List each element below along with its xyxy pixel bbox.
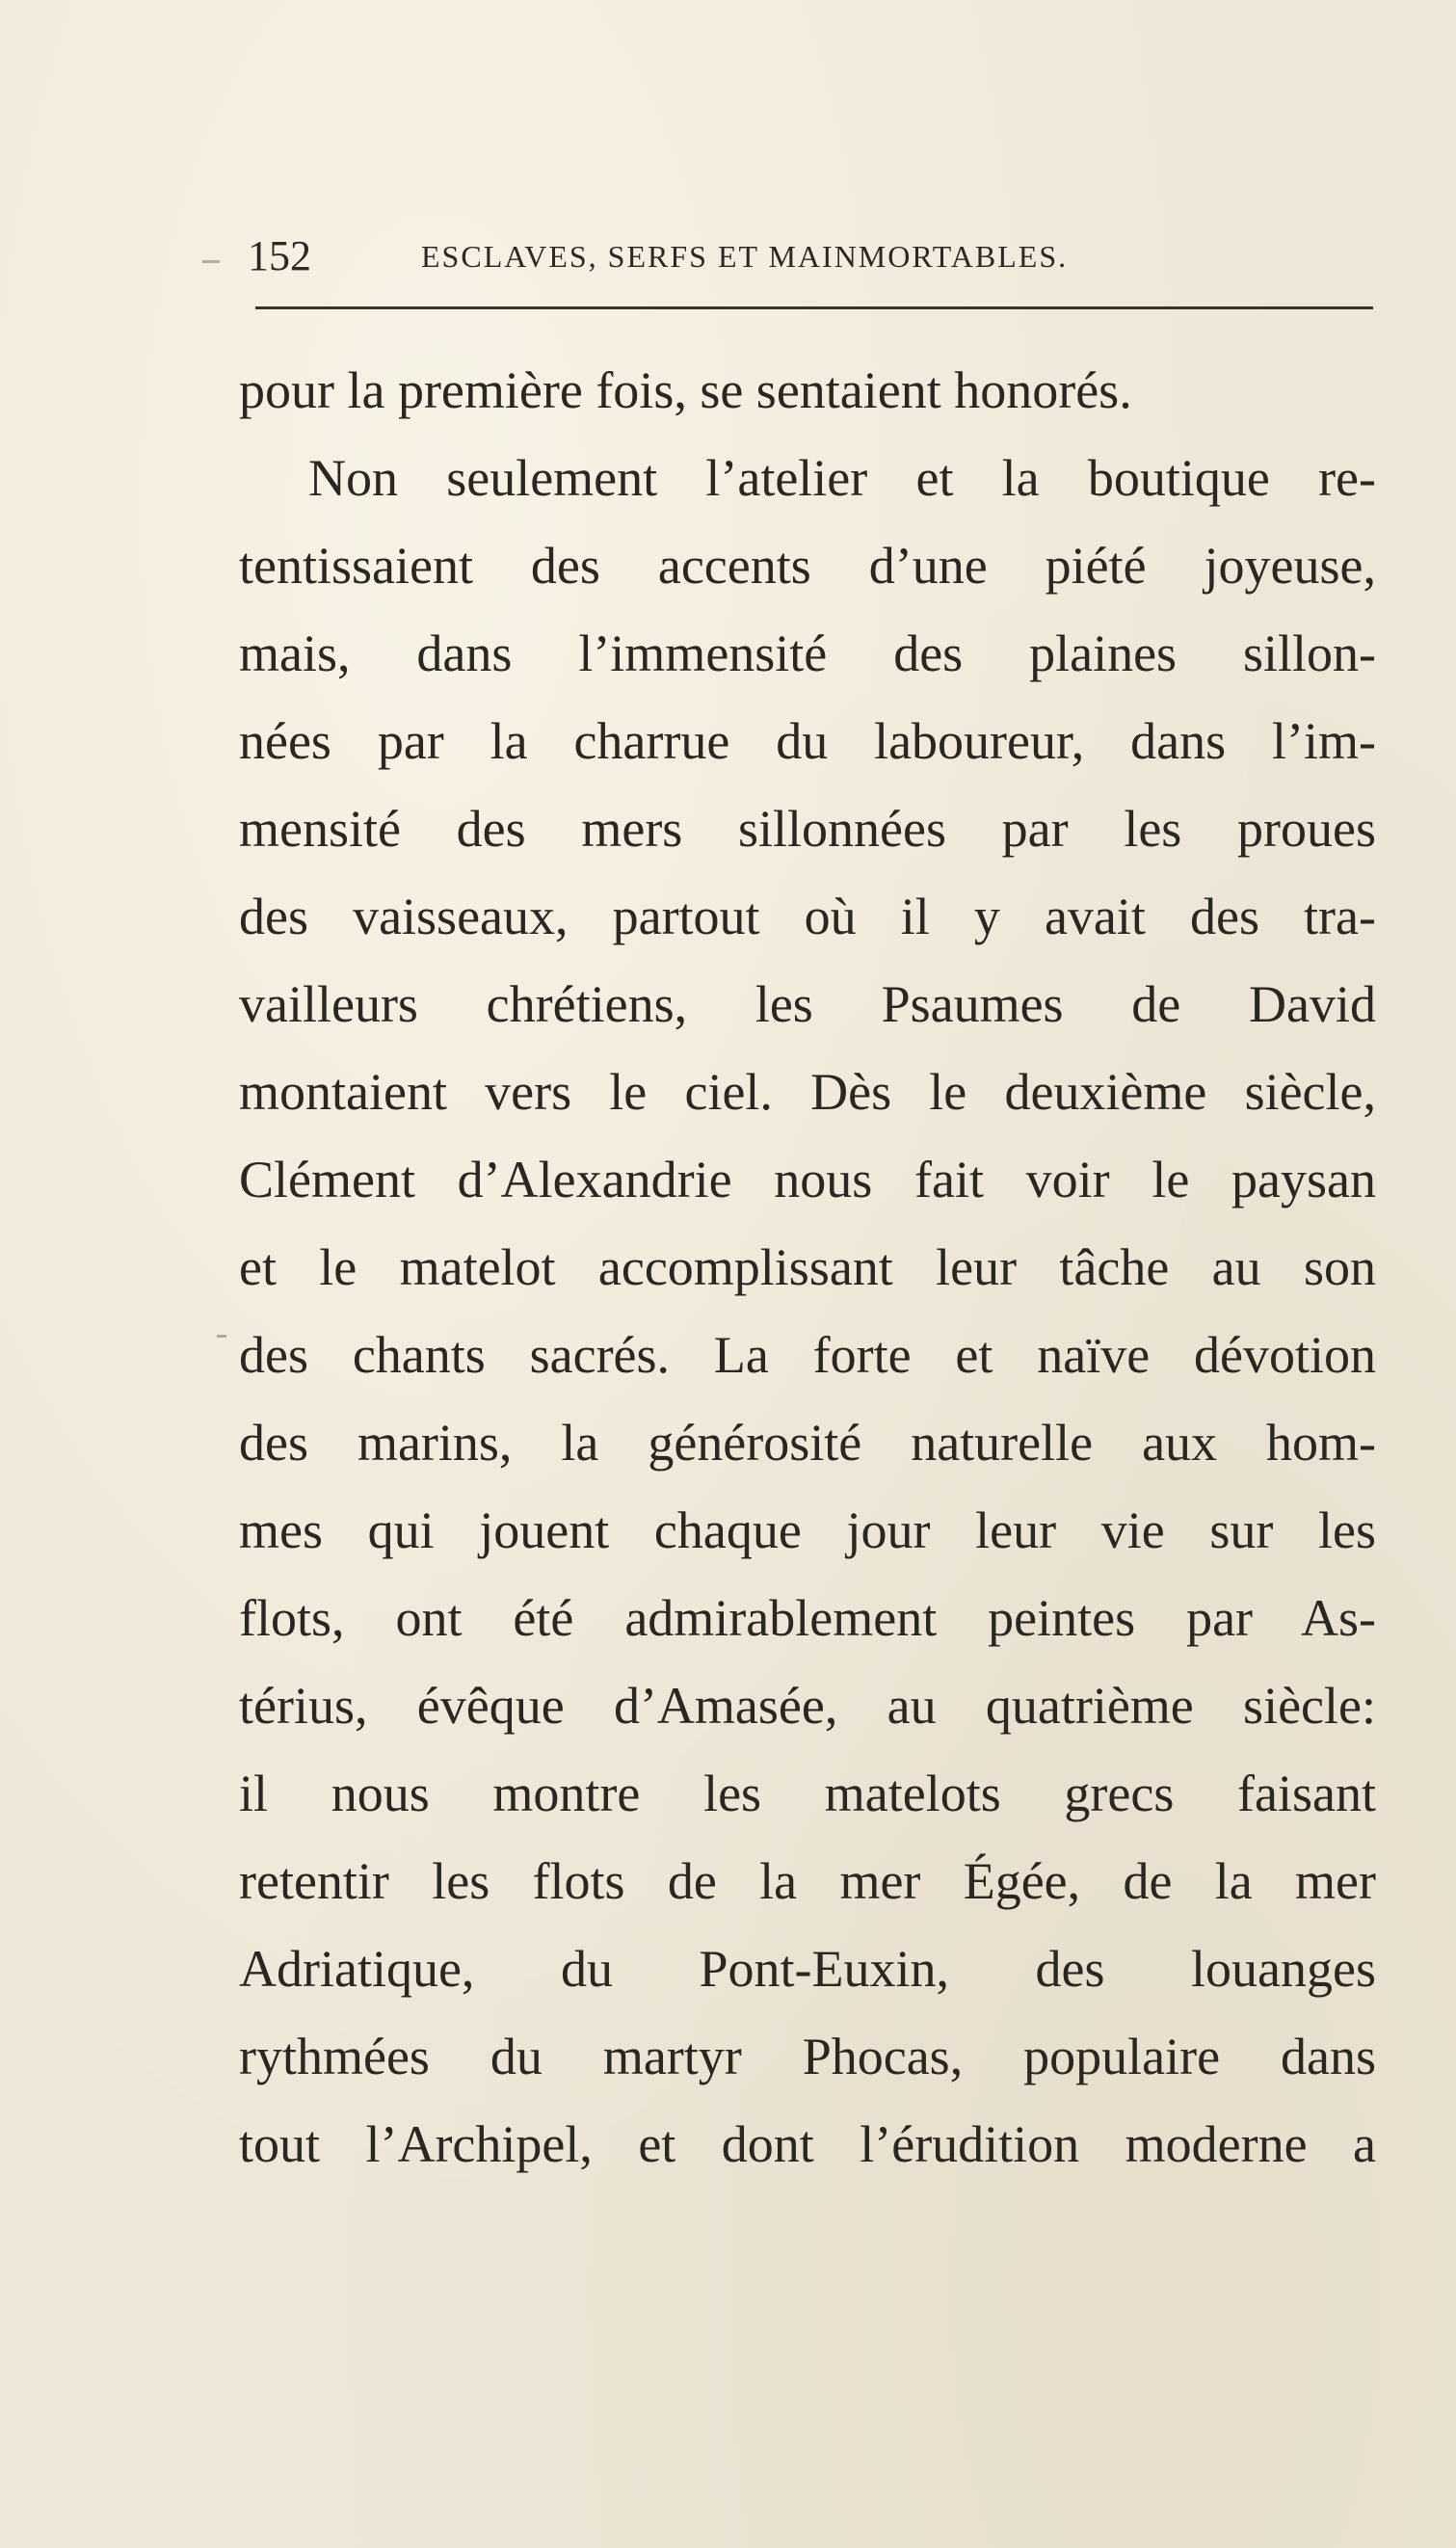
text-line: retentir les flots de la mer Égée, de la mer xyxy=(239,1852,1376,1910)
text-line: Clément d’Alexandrie nous fait voir le paysan xyxy=(239,1151,1376,1208)
text-line: des chants sacrés. La forte et naïve dévotion xyxy=(239,1326,1376,1384)
text-line: il nous montre les matelots grecs faisant xyxy=(239,1765,1376,1822)
text-line: flots, ont été admirablement peintes par As- xyxy=(239,1589,1376,1647)
page-header xyxy=(236,231,1383,279)
text-line: tout l’Archipel, et dont l’érudition moderne a xyxy=(239,2115,1376,2173)
text-line: pour la première fois, se sentaient honorés. xyxy=(239,361,1132,419)
header-rule xyxy=(255,306,1373,309)
text-line: des marins, la générosité naturelle aux hom- xyxy=(239,1414,1376,1472)
text-line: montaient vers le ciel. Dès le deuxième siècle, xyxy=(239,1063,1376,1121)
text-line: vailleurs chrétiens, les Psaumes de David xyxy=(239,975,1376,1033)
text-line: des vaisseaux, partout où il y avait des tra- xyxy=(239,888,1376,945)
text-line: mensité des mers sillonnées par les proues xyxy=(239,800,1376,858)
running-head: ESCLAVES, SERFS ET MAINMORTABLES. xyxy=(421,239,1069,274)
text-line: tentissaient des accents d’une piété joyeuse, xyxy=(239,537,1376,595)
text-line: nées par la charrue du laboureur, dans l’im- xyxy=(239,712,1376,770)
body-text xyxy=(239,347,1376,2189)
text-line: Non seulement l’atelier et la boutique re- xyxy=(308,449,1376,507)
text-line: et le matelot accomplissant leur tâche au son xyxy=(239,1238,1376,1296)
text-line: mais, dans l’immensité des plaines sillon- xyxy=(239,624,1376,682)
margin-mark xyxy=(202,260,220,263)
margin-mark xyxy=(217,1335,226,1338)
text-line: rythmées du martyr Phocas, populaire dans xyxy=(239,2028,1376,2085)
text-line: térius, évêque d’Amasée, au quatrième siècle: xyxy=(239,1677,1376,1735)
text-line: Adriatique, du Pont-Euxin, des louanges xyxy=(239,1940,1376,1998)
text-line: mes qui jouent chaque jour leur vie sur les xyxy=(239,1501,1376,1559)
page-number: 152 xyxy=(248,232,311,279)
